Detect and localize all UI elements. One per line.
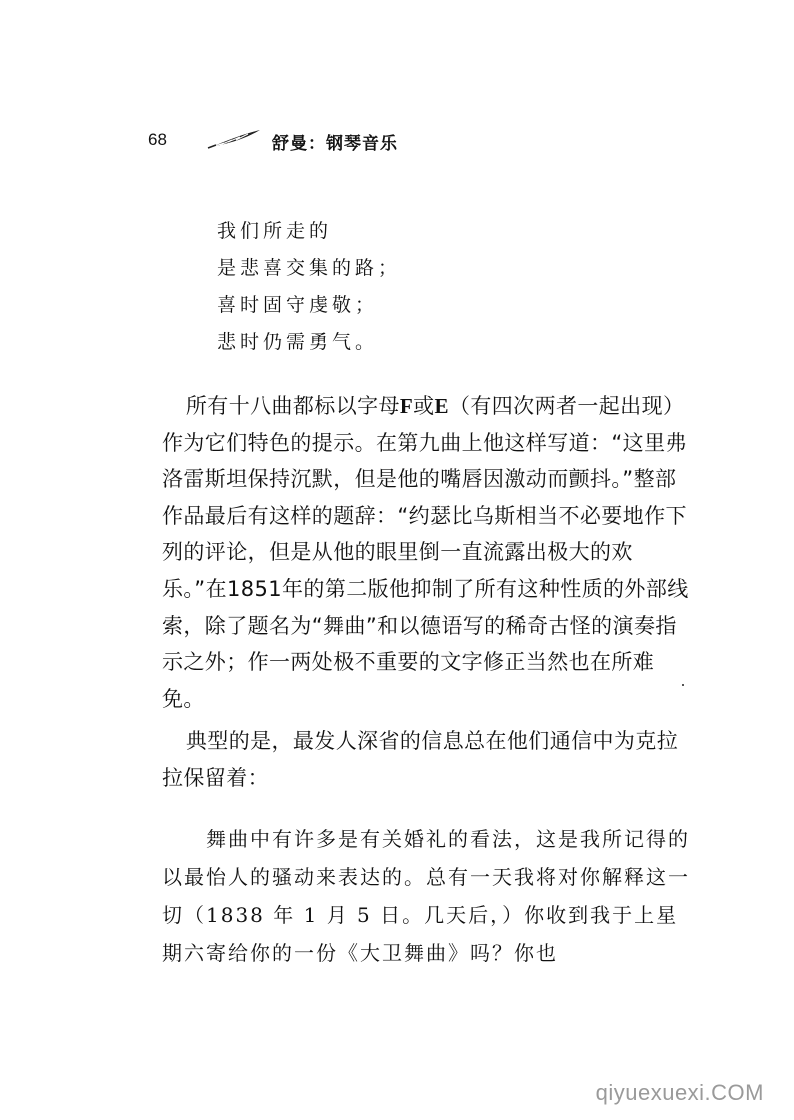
page-header — [148, 128, 468, 158]
paragraph-text: 所有十八曲都标以字母 — [185, 394, 400, 418]
paragraph — [162, 820, 694, 972]
letter-text: 舞曲中有许多是有关婚礼的看法，这是我所记得的以最怡人的骚动来表达的。总有一天我将对你解释这一切（1838 年 1 月 5 日。几天后，）你收到我于上星期六寄给你的一份《大卫舞曲》吗？你也 — [162, 827, 690, 965]
letter-quote — [162, 820, 694, 972]
year: 1851 — [226, 576, 283, 601]
speck-mark — [682, 684, 684, 686]
poem-line: 我们所走的 — [217, 220, 333, 242]
running-title: 舒曼：钢琴音乐 — [272, 134, 398, 154]
paragraph-text: 年的第二版他抑制了所有这种性质的外部线索，除了题名为“舞曲”和以德语写的稀奇古怪的演奏指示之外；作一两处极不重要的文字修正当然也在所难免。 — [162, 576, 689, 711]
poem-block — [217, 213, 401, 361]
paragraph-text: 或 — [413, 394, 435, 418]
paragraph — [162, 723, 694, 796]
quill-feather-icon — [206, 128, 262, 154]
poem-line: 喜时固守虔敬； — [217, 294, 379, 316]
watermark: qiyuexuexi.COM — [595, 1080, 764, 1105]
paragraph-text: 典型的是，最发人深省的信息总在他们通信中为克拉拉保留着： — [162, 729, 679, 790]
body-text — [162, 388, 694, 797]
letter-f: F — [399, 394, 414, 418]
poem-line: 悲时仍需勇气。 — [217, 331, 379, 353]
letter-e: E — [434, 394, 449, 418]
paragraph — [162, 388, 694, 717]
poem-line: 是悲喜交集的路； — [217, 257, 402, 279]
page-number: 68 — [148, 130, 167, 149]
paragraph-text: （有四次两者一起出现）作为它们特色的提示。在第九曲上他这样写道：“这里弗洛雷斯坦保持沉默，但是他的嘴唇因激动而颤抖。”整部作品最后有这样的题辞：“约瑟比乌斯相当不必要地作下列的评论，但是从他的眼里倒一直流露出极大的欢乐。”在 — [162, 394, 687, 601]
